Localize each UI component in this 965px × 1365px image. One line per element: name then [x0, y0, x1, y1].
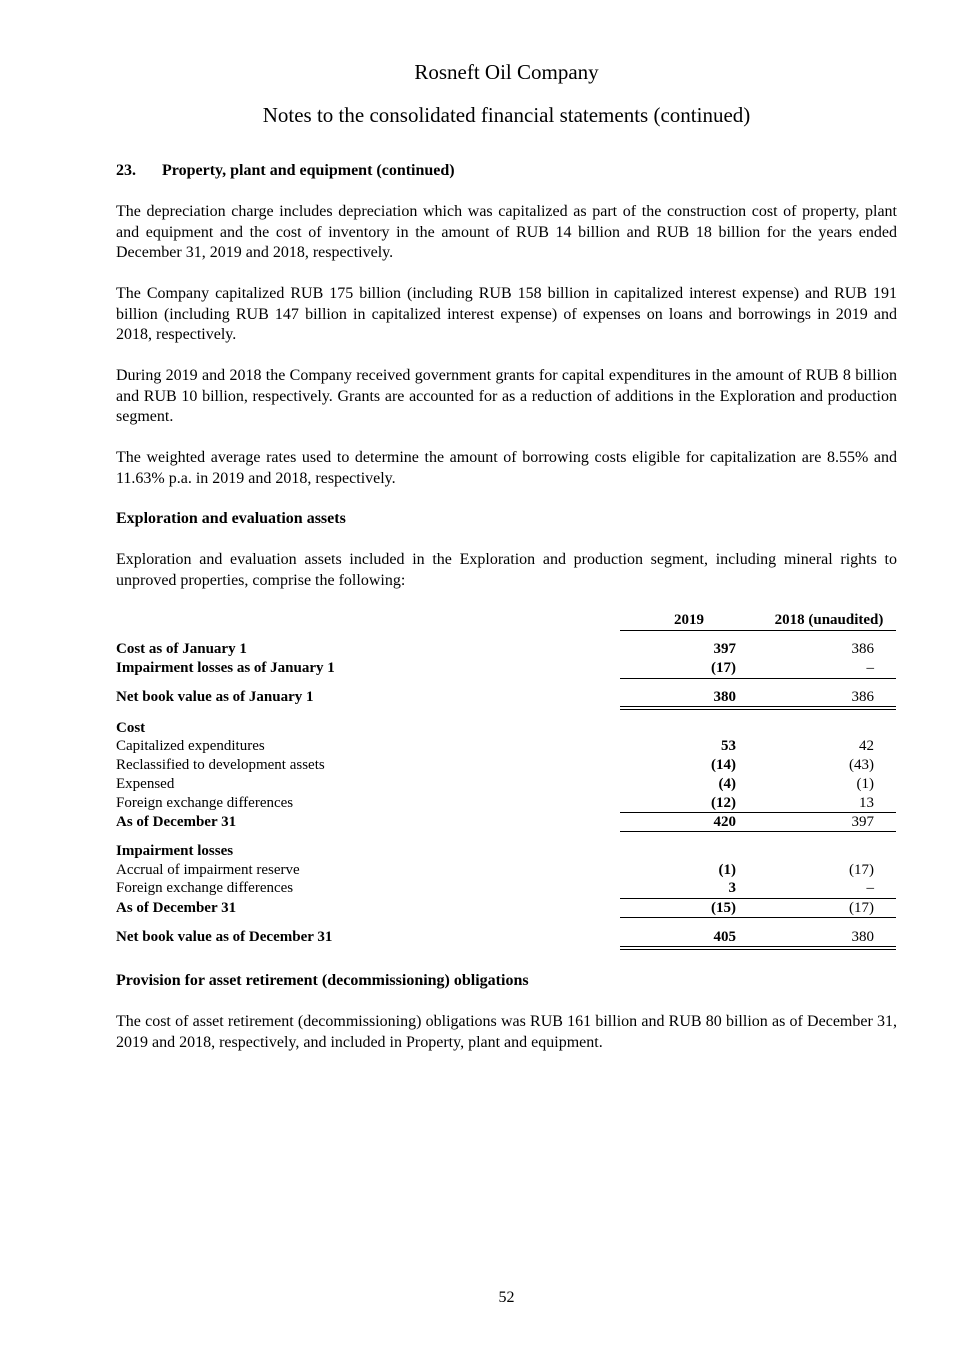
row-value-2019: 420: [713, 814, 736, 830]
row-label: Accrual of impairment reserve: [116, 862, 300, 878]
subtotal-line: [620, 831, 896, 832]
row-value-2018: –: [866, 660, 874, 676]
page-subtitle: Notes to the consolidated financial statements (continued): [262, 103, 751, 127]
subtotal-line: [620, 898, 896, 899]
row-value-2019: (15): [711, 900, 736, 916]
exploration-intro: Exploration and evaluation assets included in the Exploration and production segment, including mineral rights to unproved properties, comprise the following:: [116, 551, 897, 589]
row-label: As of December 31: [116, 814, 237, 830]
row-value-2018: –: [866, 880, 874, 896]
total-double-line: [620, 946, 896, 950]
row-value-2018: 13: [859, 795, 874, 811]
row-label: Reclassified to development assets: [116, 757, 325, 773]
row-label: Net book value as of January 1: [116, 689, 314, 705]
row-label: Net book value as of December 31: [116, 929, 333, 945]
column-header-2019: 2019: [674, 612, 704, 628]
subtotal-line: [620, 678, 896, 679]
row-value-2019: (12): [711, 795, 736, 811]
row-value-2019: 405: [713, 929, 736, 945]
column-header-2018: 2018 (unaudited): [774, 612, 884, 628]
row-value-2018: 386: [851, 689, 874, 705]
paragraph-capitalized-loans: The Company capitalized RUB 175 billion (including RUB 158 billion in capitalized interest expense) and RUB 191 billion (including RUB 147 billion in capitalized interest expense) of expenses on loans and borrowings in 2019 and 2018, respectively.: [116, 285, 897, 343]
row-value-2018: (43): [849, 757, 874, 773]
section-heading: [116, 162, 455, 180]
row-value-2018: (17): [849, 900, 874, 916]
row-value-2018: (1): [856, 776, 874, 792]
row-value-2019: 53: [721, 738, 736, 754]
row-value-2018: (17): [849, 862, 874, 878]
row-label: Foreign exchange differences: [116, 795, 294, 811]
paragraph-government-grants: During 2019 and 2018 the Company received government grants for capital expenditures in the amount of RUB 8 billion and RUB 10 billion, respectively. Grants are accounted for as a reduction of additions in the Exploration and production segment.: [116, 367, 897, 425]
provision-text: The cost of asset retirement (decommissioning) obligations was RUB 161 billion and RUB 80 billion as of December 31, 2019 and 2018, respectively, and included in Property, plant and equipment.: [116, 1013, 897, 1051]
paragraph-weighted-rates: The weighted average rates used to determine the amount of borrowing costs eligible for capitalization are 8.55% and 11.63% p.a. in 2019 and 2018, respectively.: [116, 449, 897, 487]
provision-heading: Provision for asset retirement (decommissioning) obligations: [116, 972, 529, 989]
section-title: Property, plant and equipment (continued): [162, 162, 455, 179]
row-value-2018: 42: [859, 738, 874, 754]
row-label: As of December 31: [116, 900, 237, 916]
row-value-2018: 397: [851, 814, 874, 830]
total-double-line: [620, 706, 896, 710]
row-value-2018: 386: [851, 641, 874, 657]
subtotal-line: [620, 812, 896, 813]
subtotal-line: [620, 917, 896, 918]
header-underline: [620, 630, 896, 631]
row-label: Cost: [116, 720, 146, 736]
row-value-2019: 3: [728, 880, 736, 896]
row-label: Impairment losses: [116, 843, 234, 859]
exploration-heading: Exploration and evaluation assets: [116, 510, 346, 527]
row-label: Expensed: [116, 776, 175, 792]
row-label: Impairment losses as of January 1: [116, 660, 335, 676]
page-number: 52: [498, 1289, 515, 1306]
paragraph-depreciation: The depreciation charge includes depreciation which was capitalized as part of the construction cost of property, plant and equipment and the cost of inventory in the amount of RUB 14 billion and RUB 18 billion for the years ended December 31, 2019 and 2018, respectively.: [116, 203, 897, 261]
row-label: Capitalized expenditures: [116, 738, 265, 754]
row-value-2019: (1): [718, 862, 736, 878]
row-value-2019: (14): [711, 757, 736, 773]
section-number: 23.: [116, 162, 136, 179]
row-label: Foreign exchange differences: [116, 880, 294, 896]
row-value-2018: 380: [851, 929, 874, 945]
company-name: Rosneft Oil Company: [414, 60, 599, 84]
row-value-2019: (4): [718, 776, 736, 792]
row-value-2019: 397: [713, 641, 736, 657]
row-value-2019: 380: [713, 689, 736, 705]
row-value-2019: (17): [711, 660, 736, 676]
row-label: Cost as of January 1: [116, 641, 247, 657]
